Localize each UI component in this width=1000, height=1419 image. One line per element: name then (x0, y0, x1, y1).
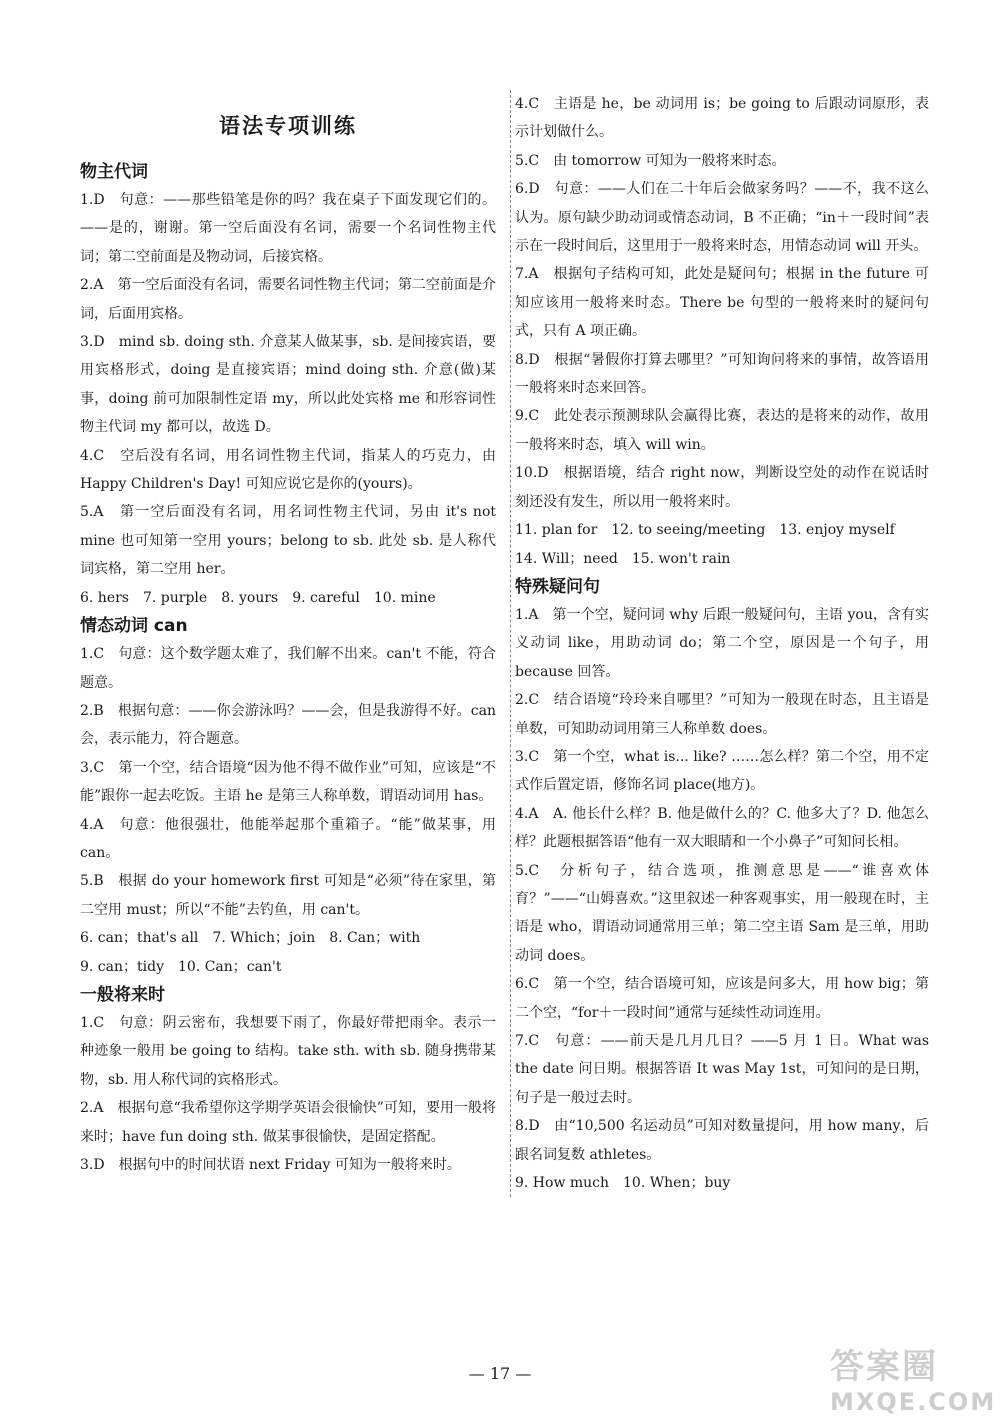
answer-item: 3.D mind sb. doing sth. 介意某人做某事，sb. 是间接宾语，要用宾格形式，doing 是直接宾语；mind doing sth. 介意(做)某事，doing 前可加限制性定语 my，所以此处宾格 me 和形容词性物主代词 my 都可以，故选 D。 (80, 334, 496, 436)
answer-item: 4.C 主语是 he，be 动词用 is；be going to 后跟动词原形，表示计划做什么。 (515, 96, 929, 141)
answer-item: 2.A 第一空后面没有名词，需要名词性物主代词；第二空前面是介词，后面用宾格。 (80, 277, 496, 322)
answer-item: 4.A 句意：他很强壮，他能举起那个重箱子。“能”做某事，用 can。 (80, 816, 496, 861)
answer-item: 4.C 空后没有名词，用名词性物主代词，指某人的巧克力，由 Happy Children's Day! 可知应说它是你的(yours)。 (80, 447, 496, 493)
answer-item: 3.D 根据句中的时间状语 next Friday 可知为一般将来时。 (80, 1157, 461, 1173)
answer-item: 3.C 第一个空，结合语境“因为他不得不做作业”可知，应该是“不能”跟你一起去吃饭。主语 he 是第三人称单数，谓语动词用 has。 (80, 759, 496, 805)
right-column (510, 90, 929, 1197)
answer-item: 9. How much 10. When；buy (515, 1175, 731, 1192)
answer-item: 1.C 句意：阴云密布，我想要下雨了，你最好带把雨伞。表示一种迹象一般用 be going to 结构。take sth. with sb. 随身携带某物，sb. 用人称代词的宾格形式。 (80, 1014, 496, 1088)
answer-item: 5.A 第一空后面没有名词，用名词性物主代词，另由 it's not mine 也可知第一空用 yours；belong to sb. 此处 sb. 是人称代词宾格，第二空用 her。 (80, 504, 496, 578)
answer-item: 6.D 句意：——人们在二十年后会做家务吗？——不，我不这么认为。原句缺少助动词或情态动词，B 不正确；“in＋一段时间”表示在一段时间后，这里用于一般将来时态，用情态动词 will 开头。 (515, 181, 929, 255)
answer-item: 9.C 此处表示预测球队会赢得比赛，表达的是将来的动作，故用一般将来时态，填入 will win。 (515, 408, 929, 453)
answer-item: 2.A 根据句意“我希望你这学期学英语会很愉快”可知，要用一般将来时；have fun doing sth. 做某事很愉快，是固定搭配。 (80, 1100, 496, 1145)
answer-item: 2.B 根据句意：——你会游泳吗？——会，但是我游得不好。can 会，表示能力，符合题意。 (80, 702, 496, 748)
answer-item: 2.C 结合语境“玲玲来自哪里？”可知为一般现在时态，且主语是单数，可知助动词用第三人称单数 does。 (515, 692, 929, 737)
answer-item: 14. Will；need 15. won't rain (515, 550, 731, 567)
answer-item: 5.C 分析句子，结合选项，推测意思是——“谁喜欢体育？”——“山姆喜欢。”这里叙述一种客观事实，用一般现在时，主语是 who，谓语动词通常用三单；第二空主语 Sam 是三单，用助动词 does。 (515, 862, 929, 964)
section-heading: 一般将来时 (80, 984, 165, 1005)
section-heading: 特殊疑问句 (515, 576, 600, 597)
answer-item: 9. can；tidy 10. Can；can't (80, 958, 282, 975)
page-title: 语法专项训练 (219, 114, 357, 138)
answer-item: 1.A 第一个空，疑问词 why 后跟一般疑问句，主语 you，含有实义动词 like，用助动词 do；第二个空，原因是一个句子，用 because 回答。 (515, 606, 929, 680)
answer-item: 1.C 句意：这个数学题太难了，我们解不出来。can't 不能，符合题意。 (80, 646, 496, 691)
answer-item: 11. plan for 12. to seeing/meeting 13. enjoy myself (515, 522, 895, 539)
answer-item: 7.C 句意：——前天是几月几日？——5 月 1 日。What was the date 问日期。根据答语 It was May 1st，可知问的是日期，句子是一般过去时。 (515, 1033, 929, 1106)
watermark-logo: 答案圈 MXQE.COM (830, 1347, 997, 1416)
answer-item: 6.C 第一个空，结合语境可知，应该是问多大，用 how big；第二个空，“for＋一段时间”通常与延续性动词连用。 (515, 976, 929, 1021)
answer-item: 10.D 根据语境，结合 right now，判断设空处的动作在说话时刻还没有发生，所以用一般将来时。 (515, 465, 929, 510)
answer-item: 8.D 由“10,500 名运动员”可知对数量提问，用 how many，后跟名词复数 athletes。 (515, 1118, 929, 1163)
answer-item: 4.A A. 他长什么样？B. 他是做什么的？C. 他多大了？D. 他怎么样？此题根据答语“他有一双大眼睛和一个小鼻子”可知问长相。 (515, 805, 929, 851)
answer-item: 8.D 根据“暑假你打算去哪里？”可知询问将来的事情，故答语用一般将来时态来回答。 (515, 351, 929, 397)
answer-item: 5.B 根据 do your homework first 可知是“必须”待在家里，第二空用 must；所以“不能”去钓鱼，用 can't。 (80, 873, 496, 918)
page-number: — 17 — (468, 1364, 532, 1383)
answer-item: 5.C 由 tomorrow 可知为一般将来时态。 (515, 152, 786, 169)
section-heading: 物主代词 (80, 162, 148, 182)
answer-item: 7.A 根据句子结构可知，此处是疑问句；根据 in the future 可知应该用一般将来时态。There be 句型的一般将来时的疑问句式，只有 A 项正确。 (515, 266, 929, 340)
answer-item: 6. can；that's all 7. Which；join 8. Can；with (80, 930, 421, 947)
section-heading: 情态动词 can (80, 616, 188, 637)
answer-item: 1.D 句意：——那些铅笔是你的吗？我在桌子下面发现它们的。——是的，谢谢。第一空后面没有名词，需要一个名词性物主代词；第二空前面是及物动词，后接宾格。 (80, 192, 496, 265)
answer-item: 6. hers 7. purple 8. yours 9. careful 10. mine (80, 589, 436, 606)
answer-item: 3.C 第一个空，what is... like? ……怎么样？第二个空，用不定式作后置定语，修饰名词 place(地方)。 (515, 748, 929, 794)
left-column (80, 90, 496, 1179)
